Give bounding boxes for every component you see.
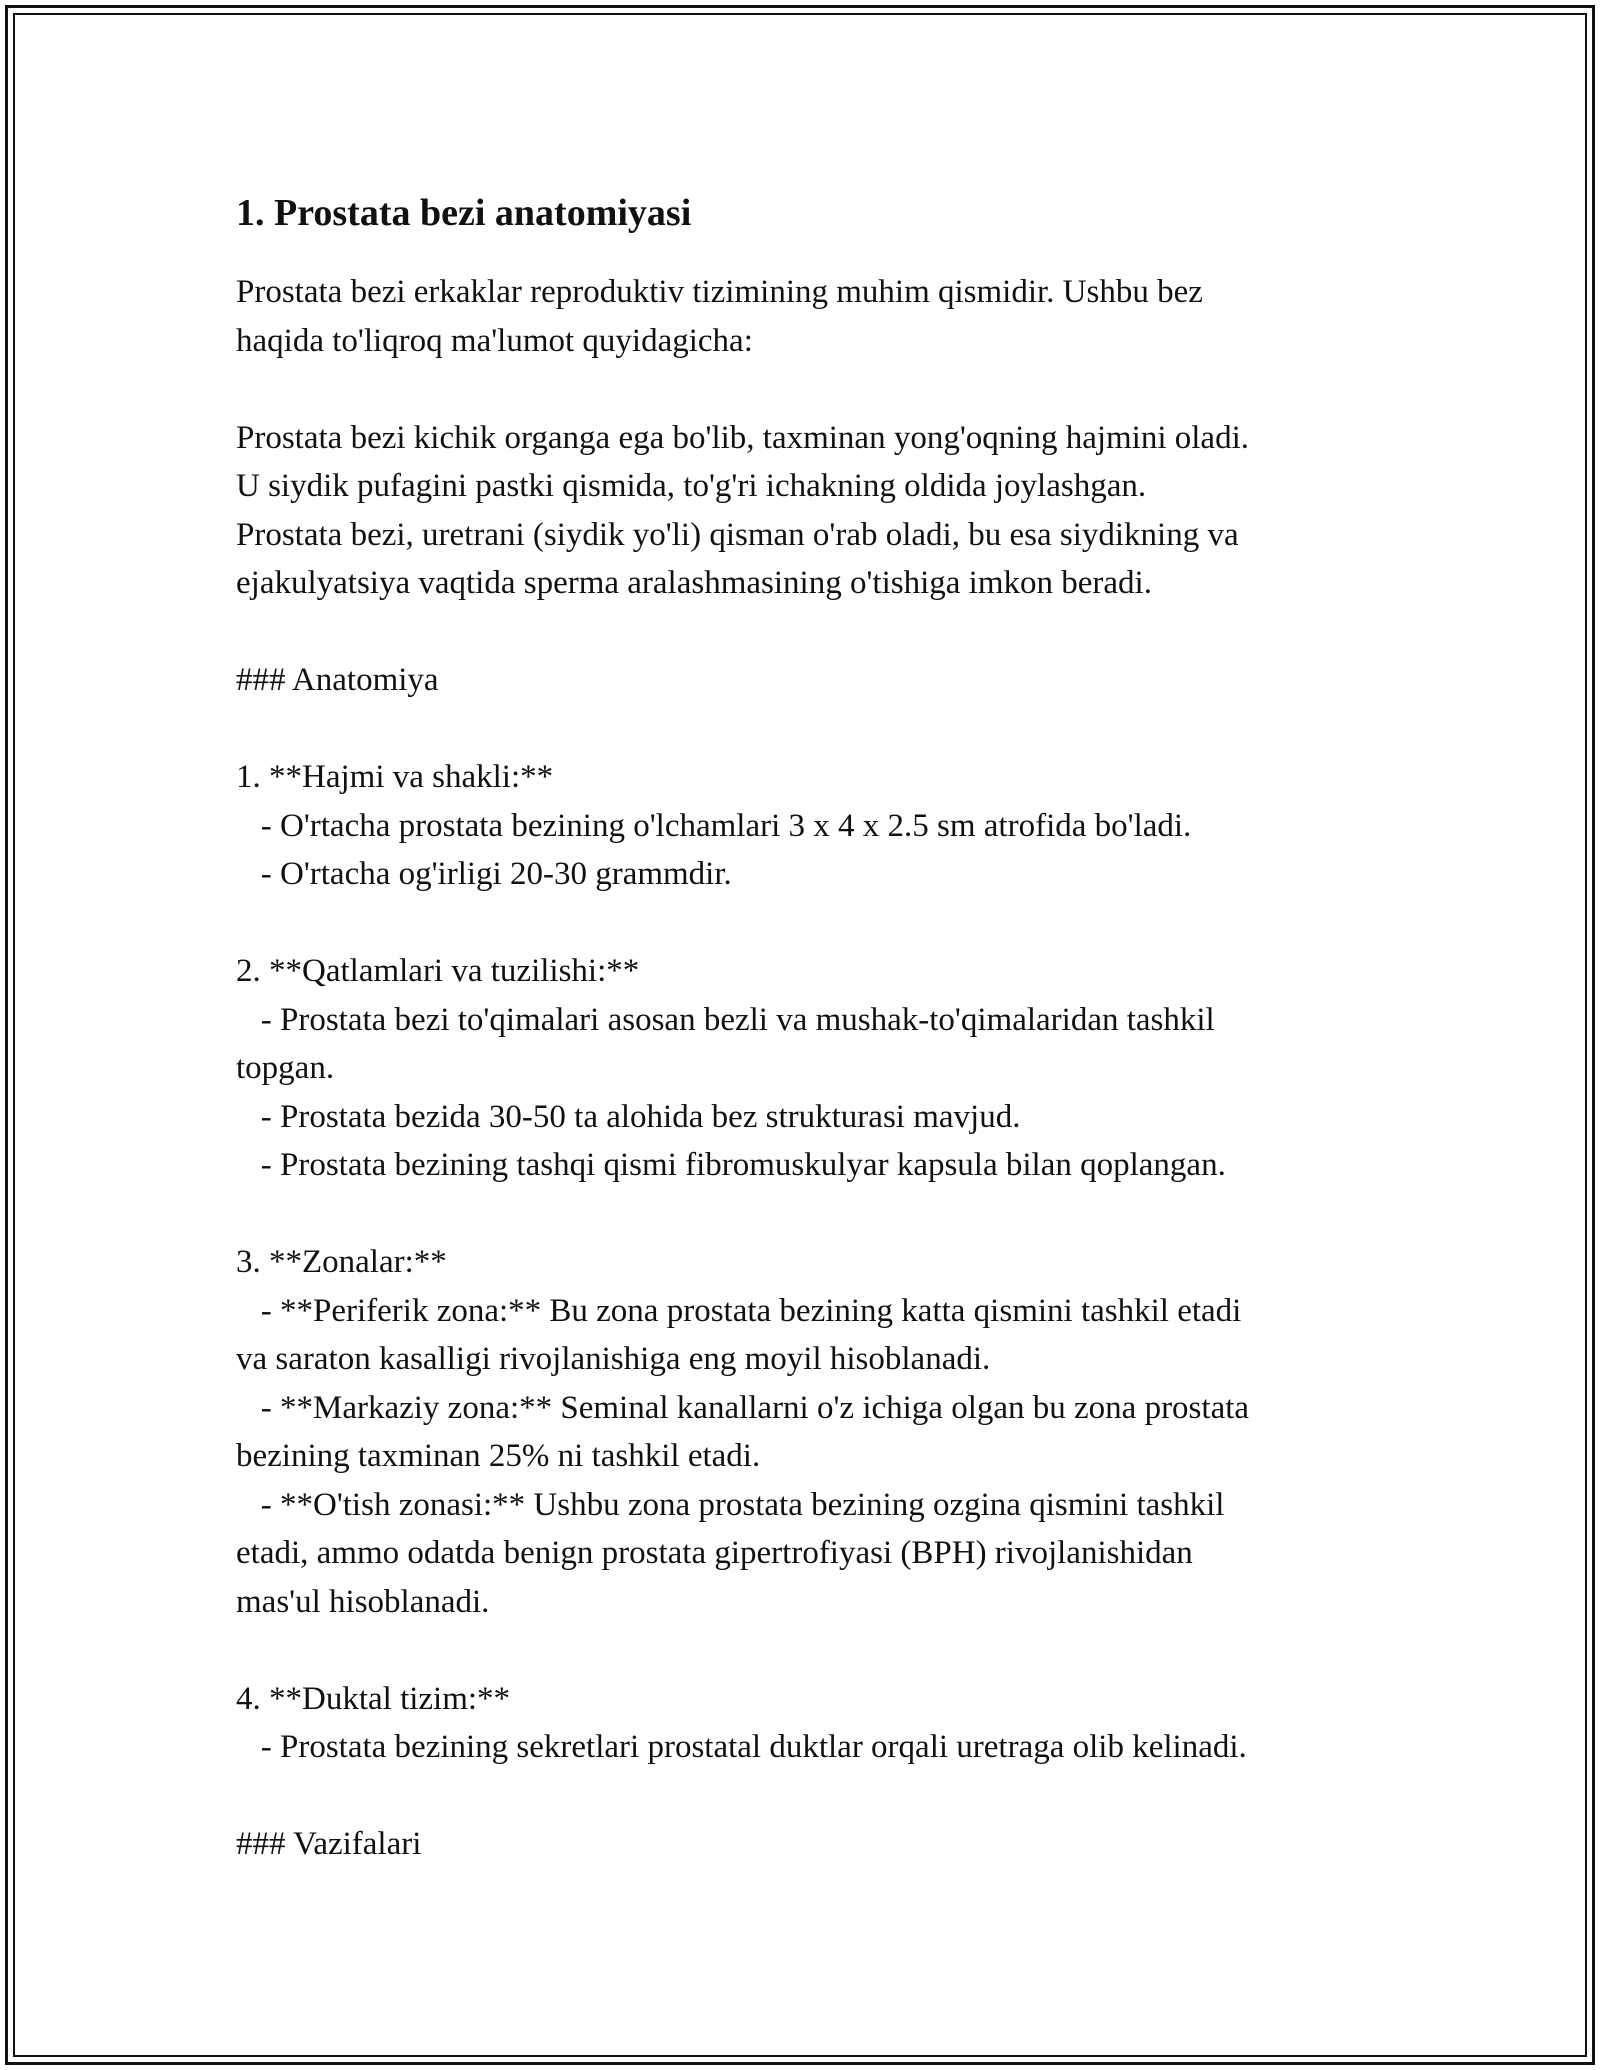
- blank-line: [236, 1190, 1396, 1239]
- text-line: - Prostata bezi to'qimalari asosan bezli va mushak-to'qimalaridan tashkil: [236, 1001, 1215, 1038]
- text-line: Prostata bezi erkaklar reproduktiv tizimining muhim qismidir. Ushbu bez: [236, 274, 1203, 310]
- text-line: topgan.: [236, 1050, 335, 1086]
- blank-line: [236, 608, 1396, 657]
- text-line: - Prostata bezida 30-50 ta alohida bez strukturasi mavjud.: [236, 1098, 1021, 1135]
- text-line: ### Anatomiya: [236, 662, 439, 698]
- document-body: [236, 188, 1396, 1869]
- blank-line: [236, 1626, 1396, 1675]
- blank-line: [236, 365, 1396, 414]
- document-title: 1. Prostata bezi anatomiyasi: [236, 192, 692, 234]
- text-line: 2. **Qatlamlari va tuzilishi:**: [236, 953, 640, 989]
- text-line: haqida to'liqroq ma'lumot quyidagicha:: [236, 322, 753, 359]
- text-line: bezining taxminan 25% ni tashkil etadi.: [236, 1438, 761, 1474]
- text-line: etadi, ammo odatda benign prostata gipertrofiyasi (BPH) rivojlanishidan: [236, 1535, 1193, 1571]
- text-line: 1. **Hajmi va shakli:**: [236, 759, 554, 795]
- text-line: ejakulyatsiya vaqtida sperma aralashmasining o'tishiga imkon beradi.: [236, 565, 1152, 601]
- text-line: va saraton kasalligi rivojlanishiga eng moyil hisoblanadi.: [236, 1341, 991, 1377]
- text-line: U siydik pufagini pastki qismida, to'g'ri ichakning oldida joylashgan.: [236, 468, 1147, 504]
- blank-line: [236, 1772, 1396, 1821]
- text-line: - **Markaziy zona:** Seminal kanallarni o'z ichiga olgan bu zona prostata: [236, 1389, 1250, 1426]
- text-line: 4. **Duktal tizim:**: [236, 1680, 511, 1717]
- text-line: mas'ul hisoblanadi.: [236, 1583, 490, 1620]
- text-line: - **Periferik zona:** Bu zona prostata bezining katta qismini tashkil etadi: [236, 1292, 1242, 1329]
- document-text: [236, 268, 1396, 1869]
- text-line: ### Vazifalari: [236, 1826, 422, 1862]
- text-line: Prostata bezi, uretrani (siydik yo'li) qisman o'rab oladi, bu esa siydikning va: [236, 516, 1239, 553]
- blank-line: [236, 705, 1396, 754]
- text-line: - O'rtacha prostata bezining o'lchamlari 3 x 4 x 2.5 sm atrofida bo'ladi.: [236, 807, 1192, 844]
- text-line: - O'rtacha og'irligi 20-30 grammdir.: [236, 856, 732, 892]
- text-line: Prostata bezi kichik organga ega bo'lib, taxminan yong'oqning hajmini oladi.: [236, 419, 1249, 456]
- blank-line: [236, 899, 1396, 948]
- text-line: - **O'tish zonasi:** Ushbu zona prostata bezining ozgina qismini tashkil: [236, 1486, 1225, 1523]
- text-line: - Prostata bezining tashqi qismi fibromuskulyar kapsula bilan qoplangan.: [236, 1147, 1226, 1183]
- text-line: 3. **Zonalar:**: [236, 1244, 447, 1280]
- text-line: - Prostata bezining sekretlari prostatal duktlar orqali uretraga olib kelinadi.: [236, 1729, 1247, 1765]
